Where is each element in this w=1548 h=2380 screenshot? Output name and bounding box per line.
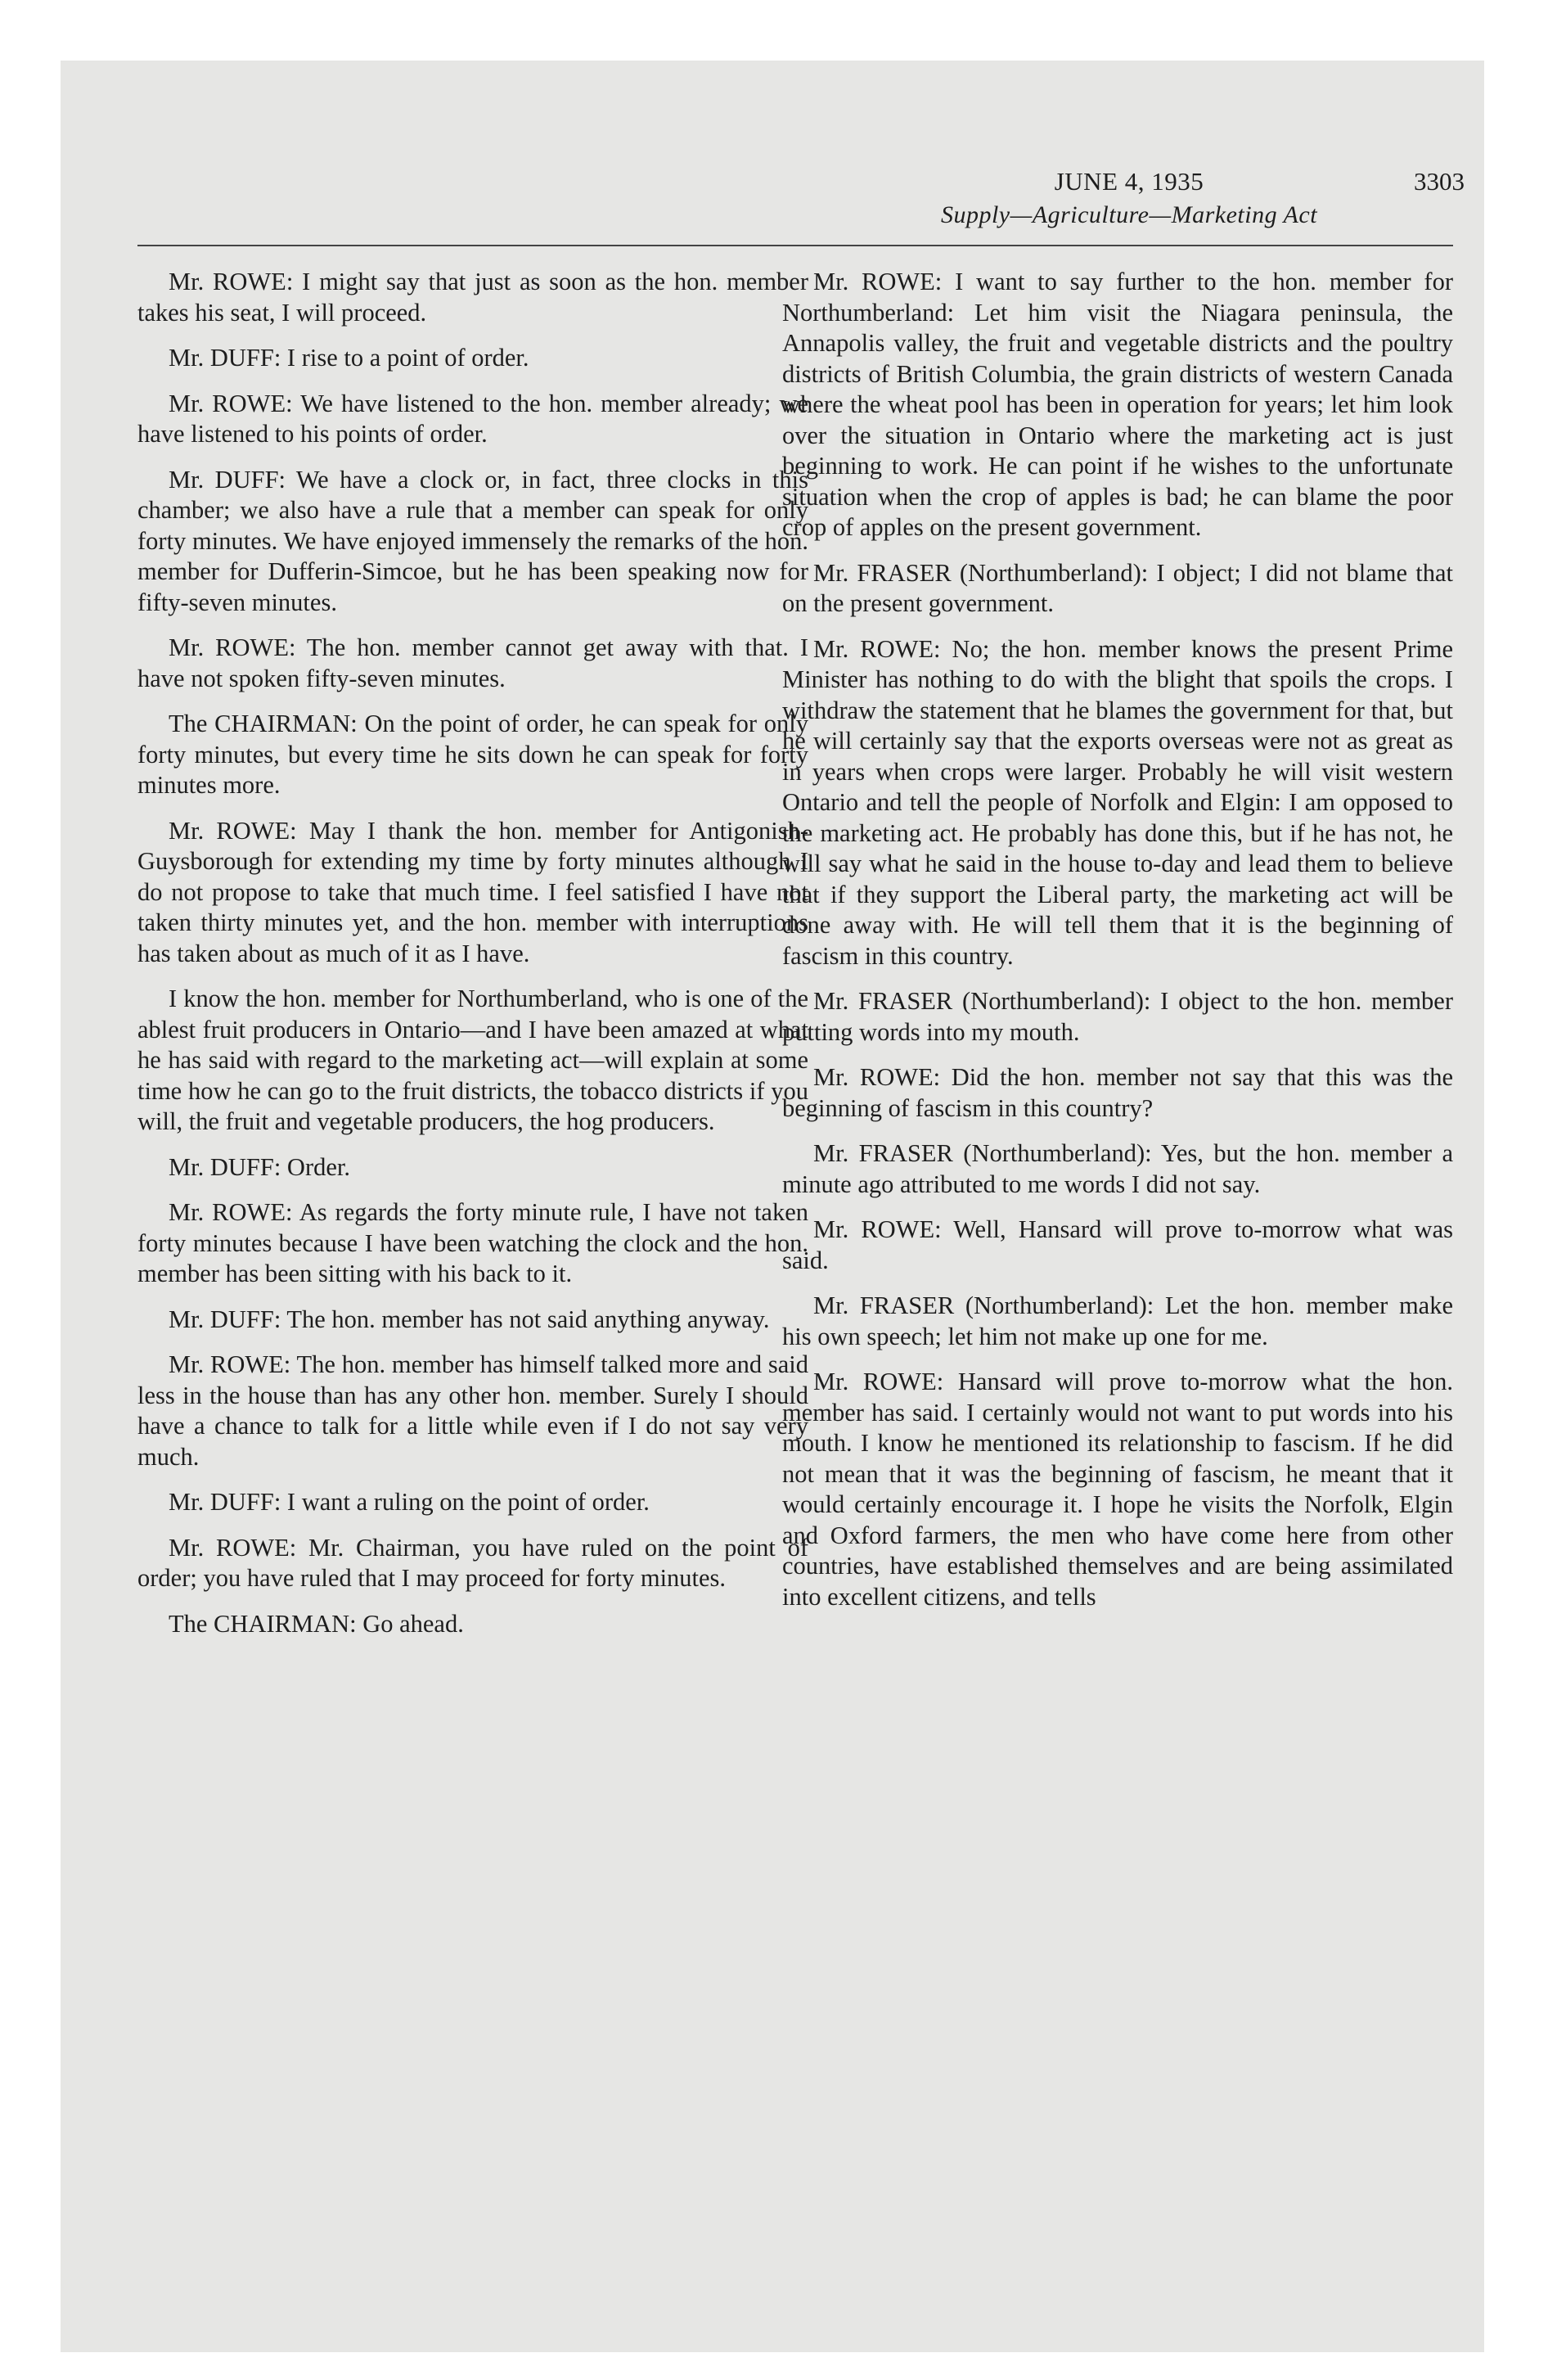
paragraph: Mr. DUFF: Order. (169, 1152, 350, 1181)
paragraph: Mr. DUFF: We have a clock or, in fact, three clocks in this chamber; we also have a rule that a member can speak for only forty minutes. We have enjoyed immensely the remarks of the hon. member for Dufferin-Simcoe, but he has been speaking now for fifty-seven minutes. (137, 465, 808, 616)
paragraph: Mr. ROWE: Mr. Chairman, you have ruled on the point of order; you have ruled that I may proceed for forty minutes. (137, 1533, 808, 1592)
paragraph: Mr. ROWE: I want to say further to the hon. member for Northumberland: Let him visit the Niagara peninsula, the Annapolis valley, the fruit and vegetable districts and the poultry districts of British Columbia, the grain districts of western Canada where the wheat pool has been in operation for years; let him look over the situation in Ontario where the marketing act is just beginning to work. He can point if he wishes to the unfortunate situation when the crop of apples is bad; he can blame the poor crop of apples on the present government. (782, 268, 1453, 541)
paragraph: Mr. DUFF: I want a ruling on the point of order. (169, 1488, 650, 1516)
paragraph: Mr. ROWE: As regards the forty minute rule, I have not taken forty minutes because I have been watching the clock and the hon. member has been sitting with his back to it. (137, 1198, 808, 1287)
paragraph: Mr. ROWE: I might say that just as soon as the hon. member takes his seat, I will proceed. (137, 268, 808, 327)
page-sheet (61, 61, 1484, 2352)
paragraph: Mr. DUFF: The hon. member has not said anything anyway. (169, 1305, 770, 1333)
header-rule (137, 245, 1453, 246)
paragraph: The CHAIRMAN: On the point of order, he can speak for only forty minutes, but every time he sits down he can speak for forty minutes more. (137, 710, 808, 799)
paragraph: Mr. FRASER (Northumberland): Let the hon. member make his own speech; let him not make up one for me. (782, 1291, 1453, 1350)
header-date: JUNE 4, 1935 (1054, 167, 1204, 196)
paragraph: Mr. FRASER (Northumberland): I object to the hon. member putting words into my mouth. (782, 987, 1453, 1046)
paragraph: Mr. ROWE: Did the hon. member not say that this was the beginning of fascism in this country? (782, 1063, 1453, 1122)
header-subtitle: Supply—Agriculture—Marketing Act (940, 201, 1318, 228)
paragraph: Mr. ROWE: Hansard will prove to-morrow what the hon. member has said. I certainly would not want to put words into his mouth. I know he mentioned its relationship to fascism. If he did not mean that it was the beginning of fascism, he meant that it would certainly encourage it. I hope he visits the Norfolk, Elgin and Oxford farmers, the men who have come here from other countries, have established themselves and are being assimilated into excellent citizens, and tells (782, 1368, 1453, 1611)
right-column (782, 267, 1453, 1627)
paragraph: Mr. ROWE: No; the hon. member knows the present Prime Minister has nothing to do with the blight that spoils the crops. I withdraw the statement that he blames the government for that, but he will certainly say that the exports overseas were not as great as in years when crops were larger. Probably he will visit western Ontario and tell the people of Norfolk and Elgin: I am opposed to the marketing act. He probably has done this, but if he has not, he will say what he said in the house to-day and lead them to believe that if they support the Liberal party, the marketing act will be done away with. He will tell them that it is the beginning of fascism in this country. (782, 634, 1453, 970)
paragraph: Mr. FRASER (Northumberland): I object; I did not blame that on the present government. (782, 558, 1453, 617)
paragraph: The CHAIRMAN: Go ahead. (169, 1609, 464, 1638)
hansard-page (61, 61, 1484, 2352)
page-number: 3303 (1414, 167, 1465, 196)
left-column (137, 267, 808, 1654)
paragraph: Mr. ROWE: The hon. member has himself talked more and said less in the house than has any other hon. member. Surely I should have a chance to talk for a little while even if I do not say very much. (137, 1350, 808, 1471)
page-header (794, 167, 1465, 241)
paragraph: Mr. FRASER (Northumberland): Yes, but the hon. member a minute ago attributed to me words I did not say. (782, 1139, 1453, 1198)
paragraph: I know the hon. member for Northumberland, who is one of the ablest fruit producers in Ontario—and I have been amazed at what he has said with regard to the marketing act—will explain at some time how he can go to the fruit districts, the tobacco districts if you will, the fruit and vegetable producers, the hog producers. (137, 985, 808, 1135)
paragraph: Mr. ROWE: May I thank the hon. member for Antigonish-Guysborough for extending my time by forty minutes although I do not propose to take that much time. I feel satisfied I have not taken thirty minutes yet, and the hon. member with interruptions has taken about as much of it as I have. (137, 816, 808, 967)
paragraph: Mr. DUFF: I rise to a point of order. (169, 344, 529, 372)
paragraph: Mr. ROWE: The hon. member cannot get away with that. I have not spoken fifty-seven minutes. (137, 633, 808, 692)
paragraph: Mr. ROWE: We have listened to the hon. member already; we have listened to his points of order. (137, 389, 808, 448)
paragraph: Mr. ROWE: Well, Hansard will prove to-morrow what was said. (782, 1215, 1453, 1274)
